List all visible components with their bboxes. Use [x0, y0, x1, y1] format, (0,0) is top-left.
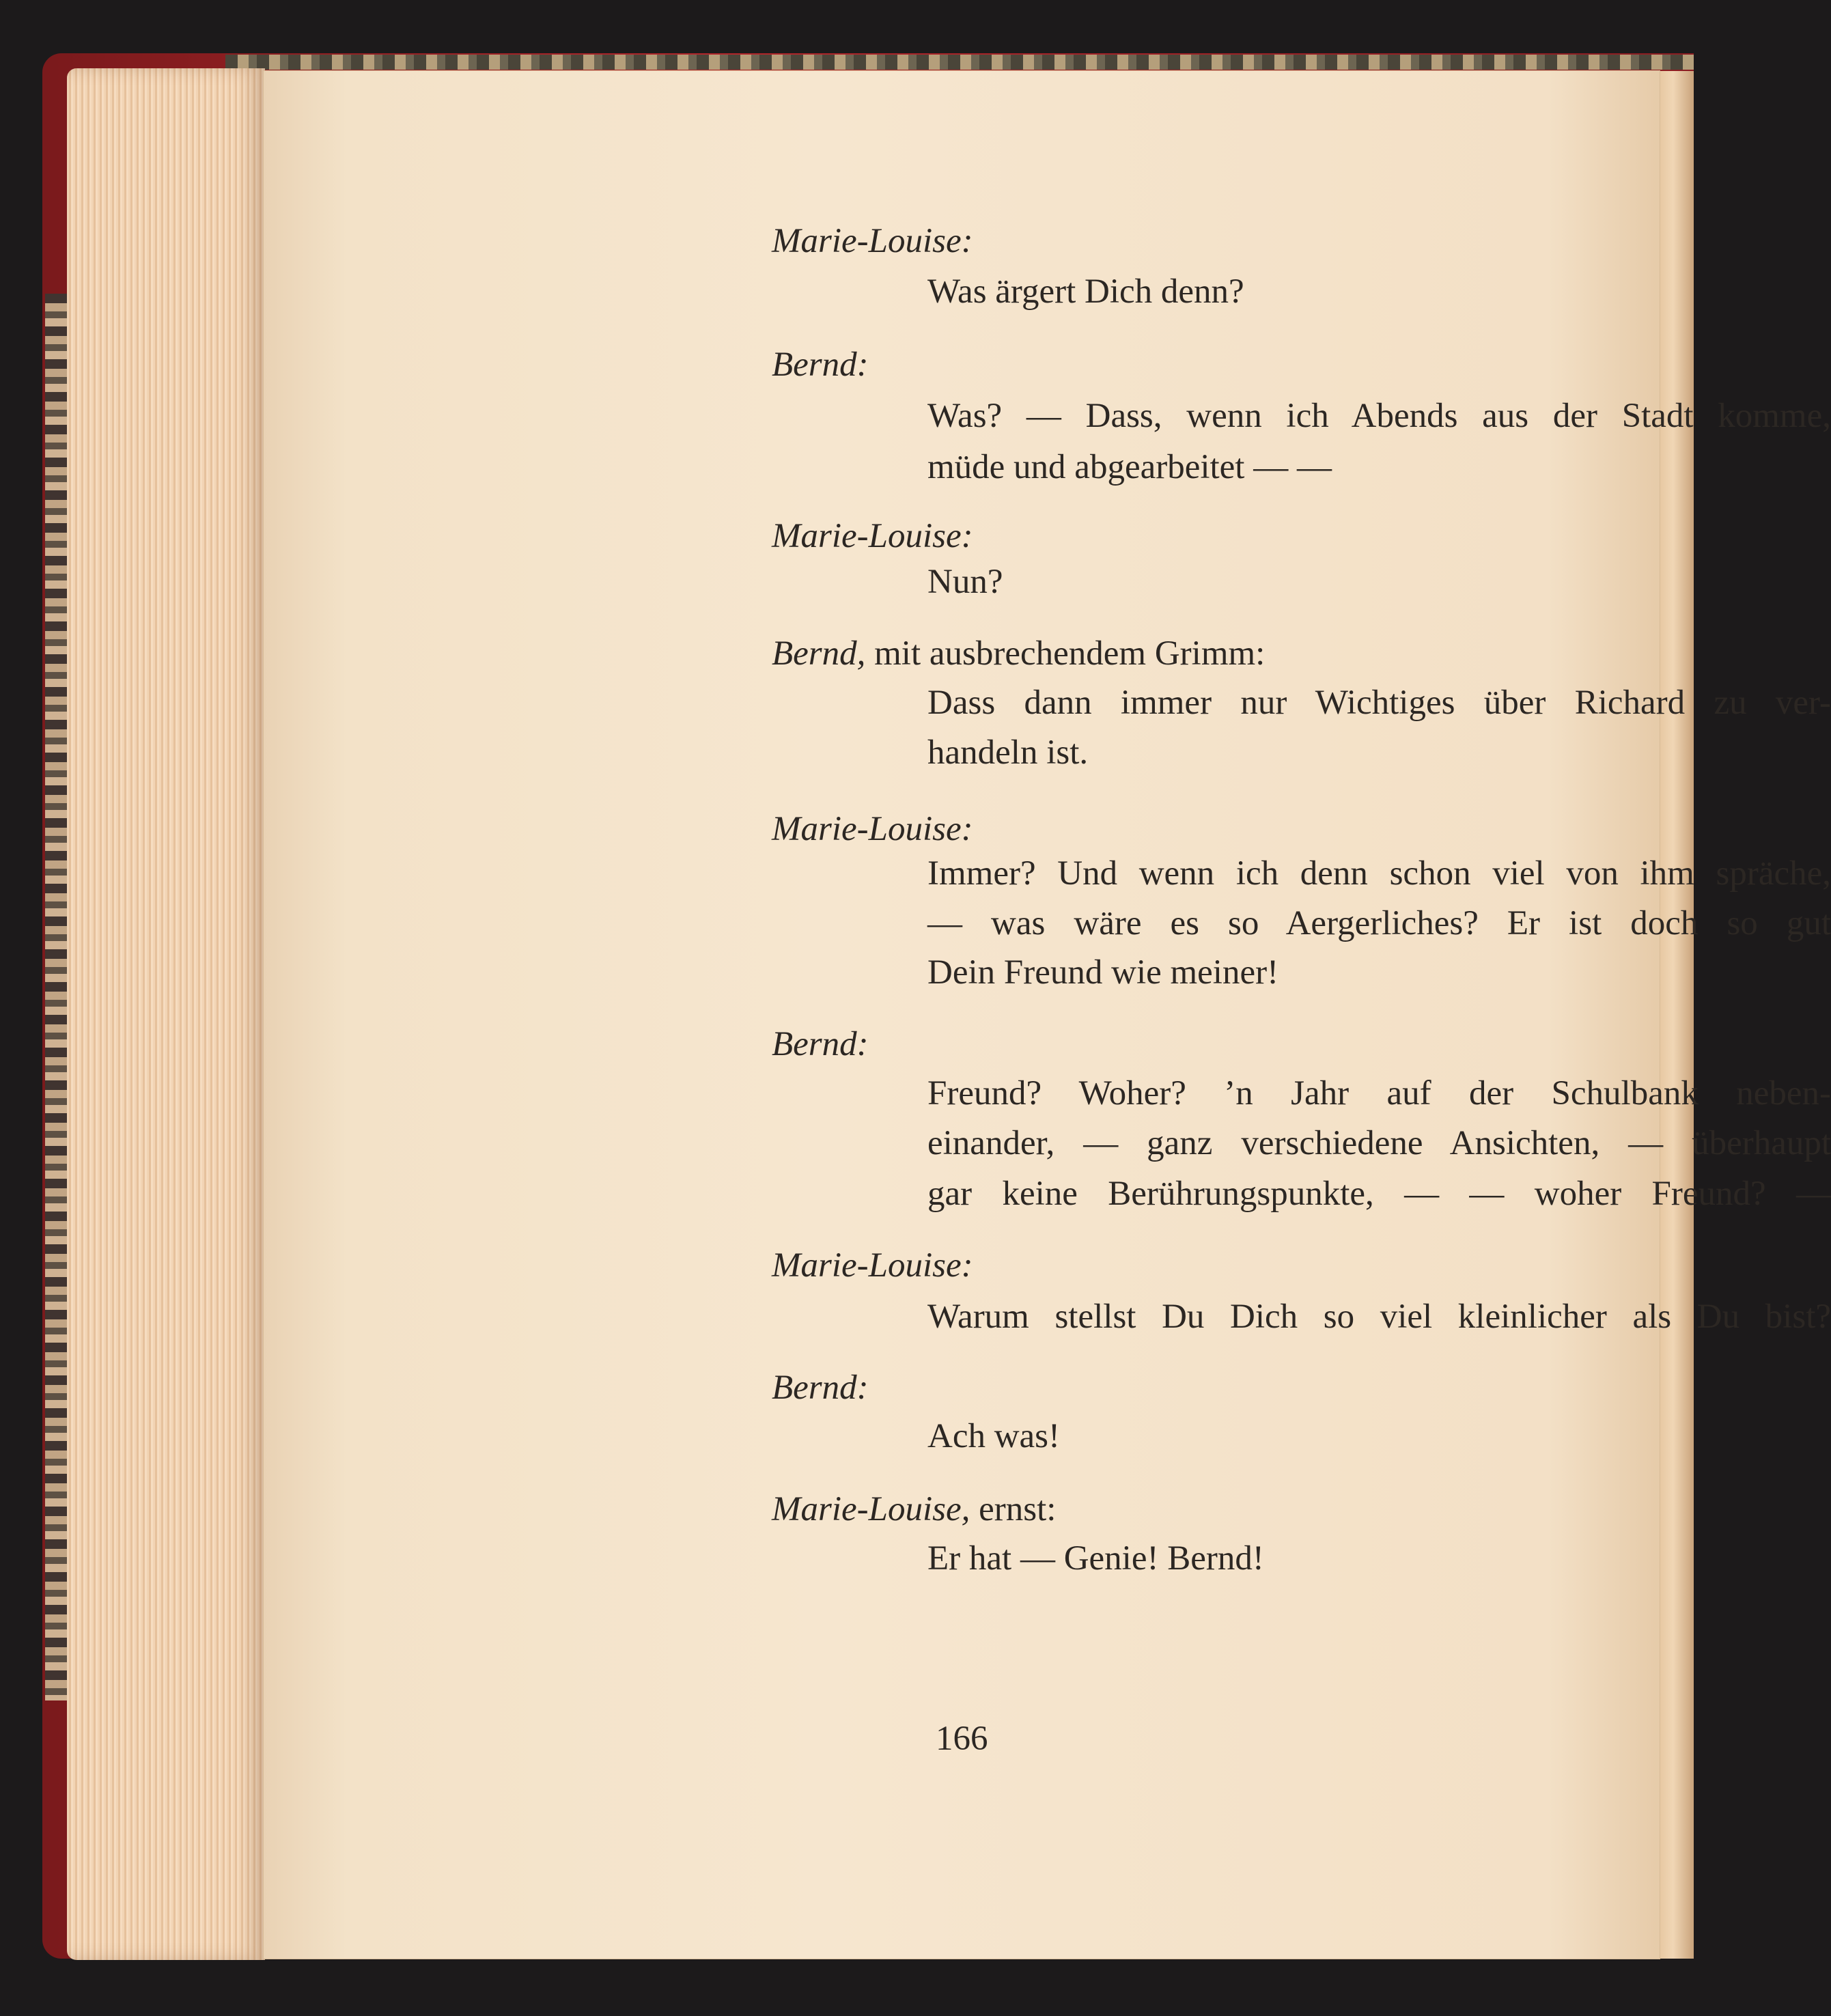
speech-line: Freund? Woher? ’n Jahr auf der Schulbank neben- — [927, 1074, 1831, 1112]
speech-line: Dein Freund wie meiner! — [927, 953, 1279, 992]
speech-line: Ach was! — [927, 1417, 1061, 1455]
speech-line: handeln ist. — [927, 733, 1089, 772]
speaker-label: Bernd: — [772, 346, 869, 384]
stage-direction: ernst: — [979, 1490, 1057, 1528]
speaker-label: Marie-Louise: — [772, 810, 973, 848]
marbled-top-edge — [225, 55, 1694, 70]
facing-page-edge — [1660, 71, 1694, 1959]
speaker-label: Marie-Louise: — [772, 1246, 973, 1285]
speech-line: Dass dann immer nur Wichtiges über Richard zu ver- — [927, 684, 1831, 722]
speaker-label: Marie-Louise: — [772, 517, 973, 555]
speech-line: Was ärgert Dich denn? — [927, 272, 1244, 311]
speech-line: — was wäre es so Aergerliches? Er ist doch so gut — [927, 904, 1831, 942]
speaker-label: Marie-Louise: — [772, 222, 973, 260]
speech-line: müde und abgearbeitet — — — [927, 448, 1332, 486]
speech-line: einander, — ganz verschiedene Ansichten, — überhaupt — [927, 1124, 1831, 1162]
speech-line: gar keine Berührungspunkte, — — woher Freund? — — [927, 1175, 1831, 1213]
speaker-label: Bernd: — [772, 1025, 869, 1063]
speech-line: Immer? Und wenn ich denn schon viel von ihm spräche, — [927, 854, 1831, 893]
speech-line: Nun? — [927, 563, 1003, 601]
page-number: 166 — [936, 1720, 988, 1758]
speaker-label: Bernd: — [772, 1369, 869, 1407]
speaker-label: Bernd, mit ausbrechendem Grimm: — [772, 634, 1266, 673]
speech-line: Warum stellst Du Dich so viel kleinlicher als Du bist? — [927, 1298, 1831, 1336]
speech-line: Er hat — Genie! Bernd! — [927, 1539, 1264, 1578]
stage-direction: mit ausbrechendem Grimm: — [874, 634, 1266, 673]
speech-line: Was? — Dass, wenn ich Abends aus der Stadt komme, — [927, 397, 1831, 435]
speaker-label: Marie-Louise, ernst: — [772, 1490, 1057, 1528]
page-edges — [67, 68, 265, 1960]
book-page — [264, 71, 1831, 1959]
